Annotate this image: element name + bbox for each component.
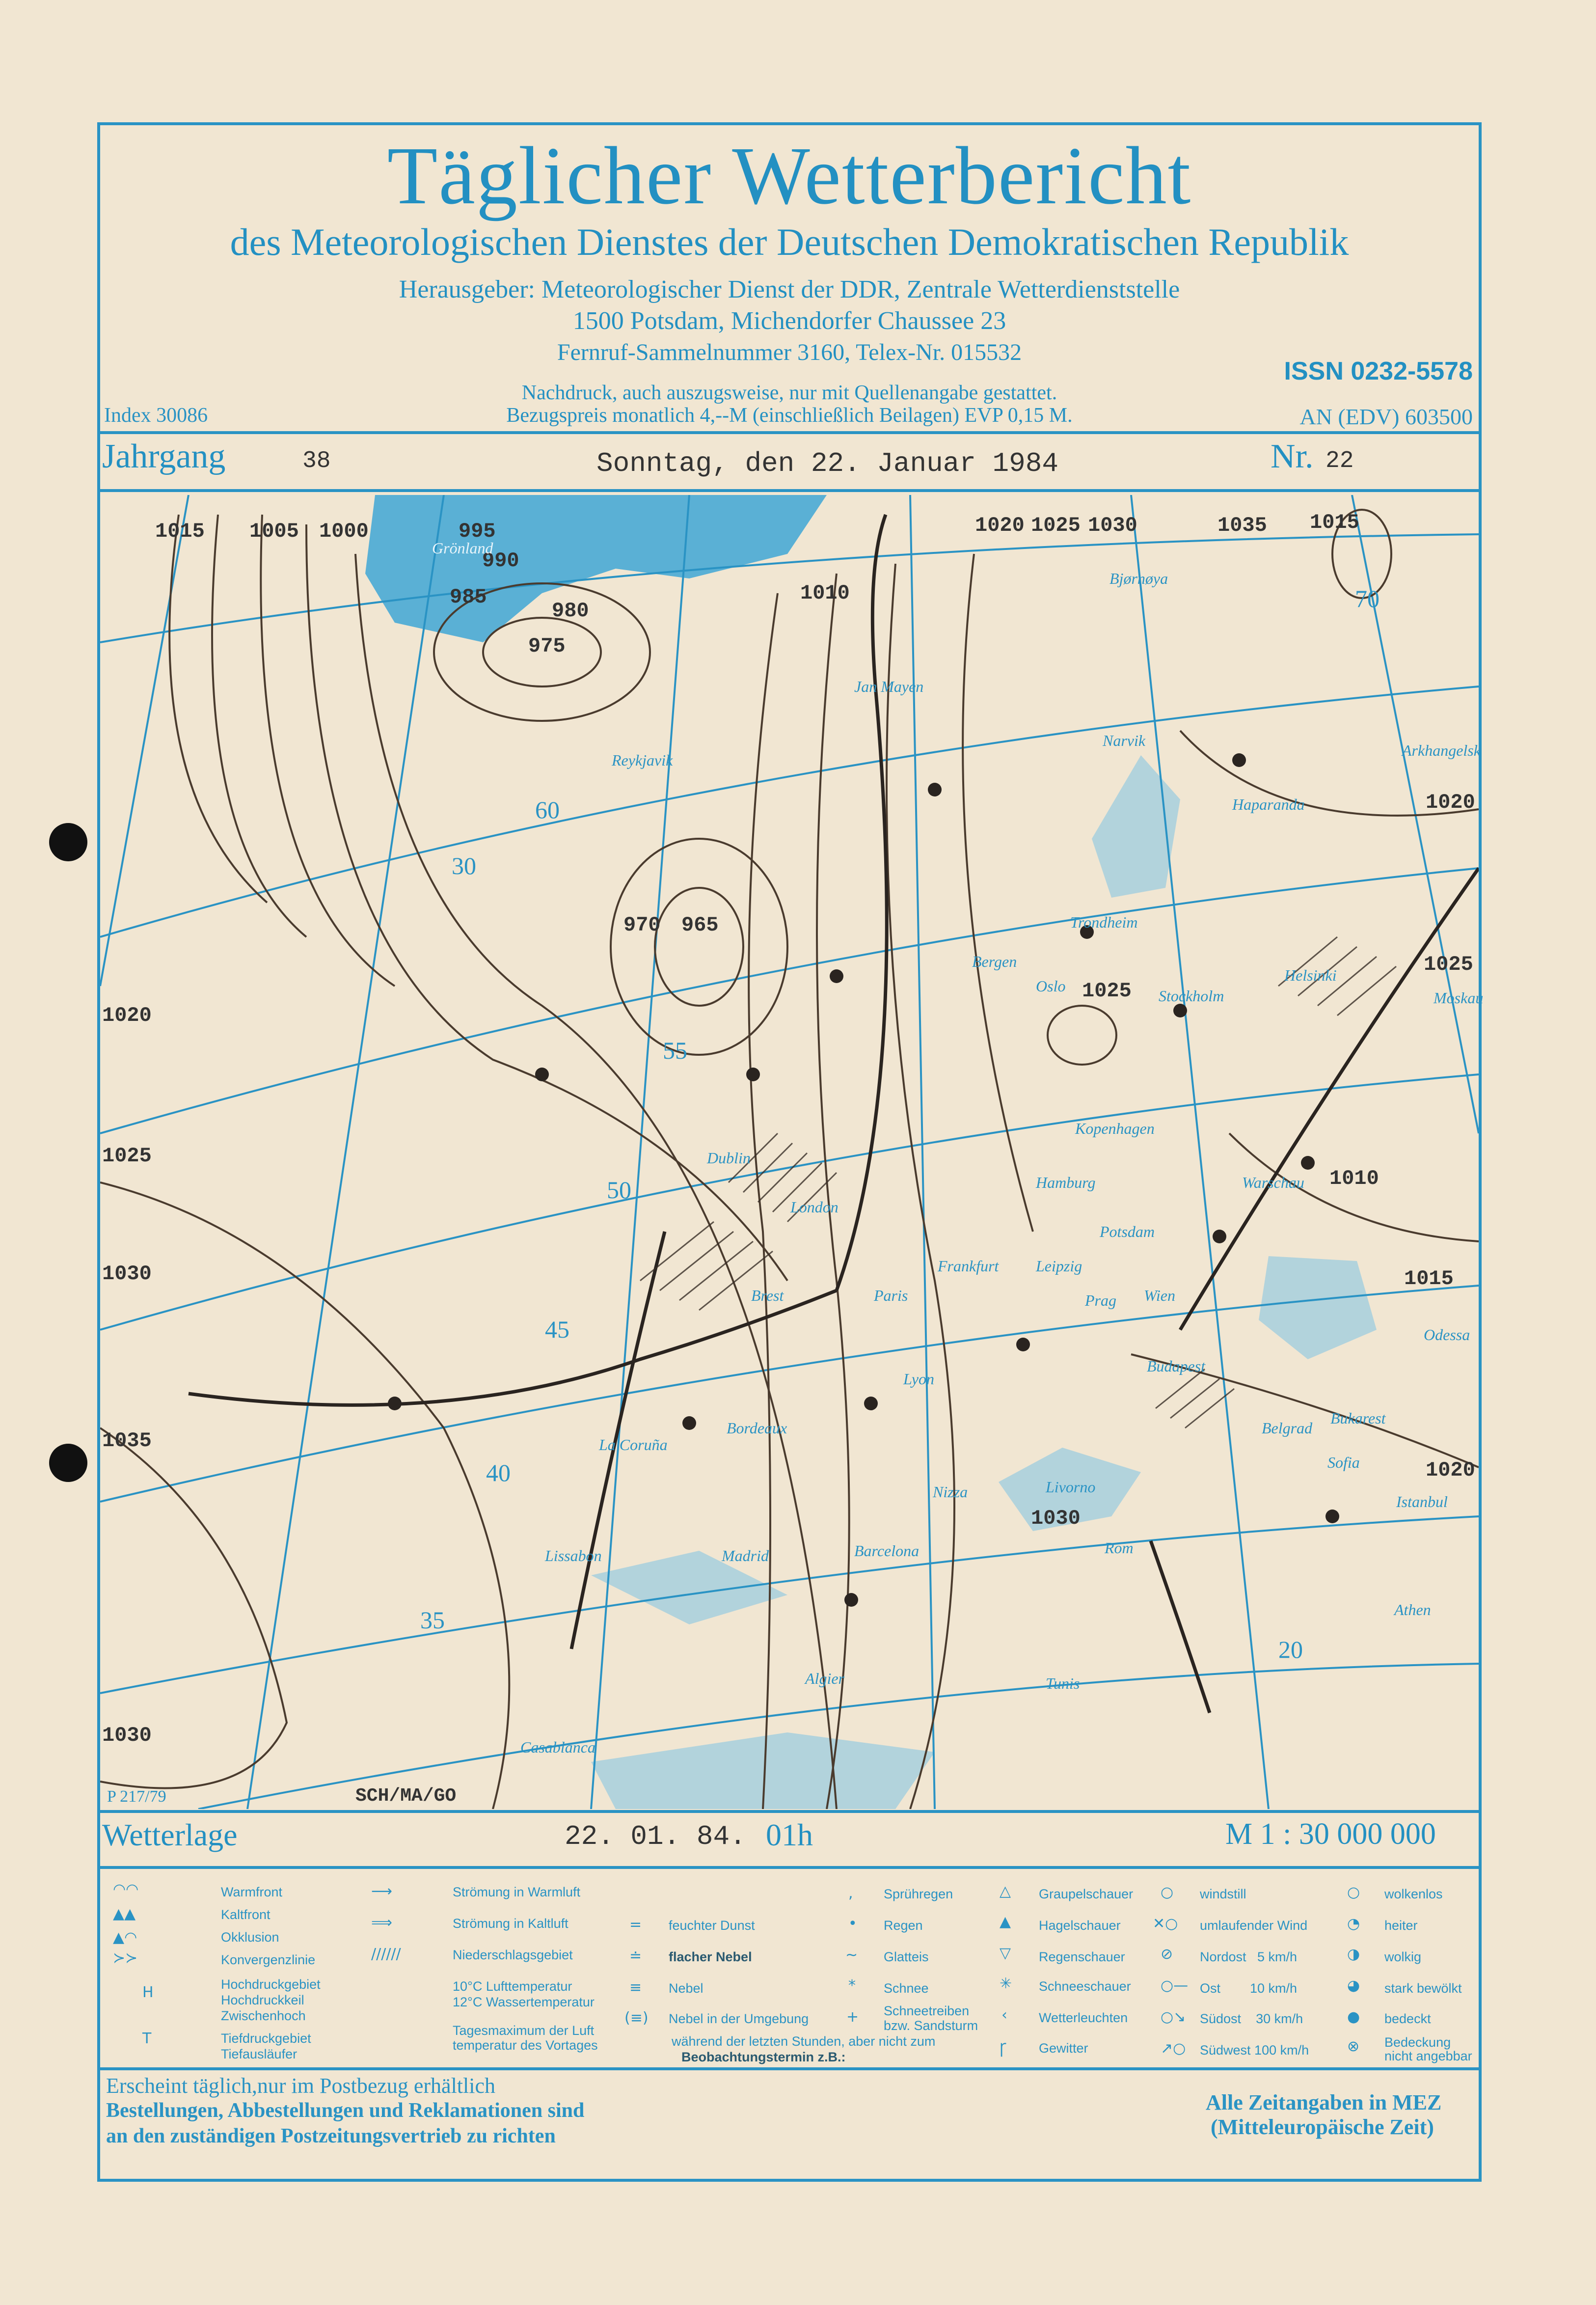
wetterlage-label: Wetterlage: [102, 1817, 238, 1852]
city-label: Arkhangelsk: [1402, 741, 1481, 759]
legend-text: Hochdruckgebiet: [221, 1977, 321, 1992]
city-label: Jan Mayen: [854, 678, 924, 695]
footer-line-3: an den zuständigen Postzeitungsvertrieb zu richten: [106, 2125, 556, 2147]
pressure-label: 1020: [975, 514, 1025, 537]
city-label: Hamburg: [1036, 1174, 1096, 1191]
jahrgang-label: Jahrgang: [102, 438, 226, 475]
pressure-label: 980: [552, 599, 589, 623]
city-label: Brest: [751, 1287, 784, 1304]
pressure-label: 1010: [800, 581, 850, 605]
legend-text: Nordost 5 km/h: [1200, 1949, 1298, 1964]
legend-text: Zwischenhoch: [221, 2008, 306, 2023]
city-label: London: [790, 1198, 839, 1216]
legend-text: feuchter Dunst: [669, 1918, 755, 1933]
legend-text: Nebel: [669, 1981, 703, 1996]
city-label: Nizza: [933, 1483, 968, 1501]
latitude-label: 55: [663, 1037, 687, 1064]
city-label: Barcelona: [854, 1542, 920, 1560]
city-label: Prag: [1085, 1291, 1116, 1309]
bedeckt-icon: ●: [1347, 2008, 1360, 2026]
legend-text: Schneeschauer: [1039, 1979, 1131, 1994]
city-label: Moskau: [1434, 989, 1484, 1007]
legend-text: 12°C Wassertemperatur: [453, 1995, 595, 2009]
legend-text: wolkig: [1384, 1949, 1422, 1964]
legend-text: stark bewölkt: [1384, 1981, 1462, 1996]
warm-flow-icon: ⟶: [371, 1883, 393, 1900]
legend-text: Bedeckung: [1384, 2035, 1451, 2050]
city-label: Madrid: [722, 1547, 769, 1564]
legend-text: Sprühregen: [884, 1887, 953, 1901]
windstill-icon: ○: [1161, 1884, 1174, 1901]
analyst-initials: SCH/MA/GO: [355, 1785, 457, 1807]
legend-text: Niederschlagsgebiet: [453, 1948, 573, 1962]
pressure-label: 1035: [1217, 514, 1267, 537]
city-label: Lissabon: [545, 1547, 602, 1564]
latitude-label: 30: [452, 852, 476, 879]
legend-text: Südost 30 km/h: [1200, 2011, 1303, 2026]
pressure-label: 1035: [102, 1429, 152, 1453]
okklusion-icon: ▲◠: [113, 1929, 137, 1946]
nebel-umgebung-icon: (≡): [624, 2009, 649, 2027]
legend-text: bzw. Sandsturm: [884, 2018, 978, 2033]
issue-date: Sonntag, den 22. Januar 1984: [596, 448, 1058, 479]
legend-text: Konvergenzlinie: [221, 1952, 316, 1967]
warmfront-icon: ◠◠: [113, 1881, 139, 1898]
wetterleuchten-icon: ‹: [1001, 2006, 1007, 2024]
city-label: Grönland: [432, 539, 493, 557]
legend-text: Tagesmaximum der Luft: [453, 2023, 595, 2038]
weather-map: [100, 495, 1479, 1809]
header-rule: [97, 431, 1482, 434]
legend-text: nicht angebbar: [1384, 2049, 1472, 2063]
regenschauer-icon: ▽: [1000, 1945, 1011, 1962]
kaltfront-icon: ▲▲: [113, 1905, 136, 1922]
an-number: AN (EDV) 603500: [1299, 404, 1473, 429]
legend-text: Schnee: [884, 1981, 929, 1996]
pressure-label: 1030: [1031, 1507, 1081, 1530]
wolkenlos-icon: ○: [1347, 1884, 1360, 1901]
city-label: Tunis: [1046, 1674, 1080, 1692]
map-code: P 217/79: [107, 1787, 166, 1806]
legend-text: Regenschauer: [1039, 1949, 1125, 1964]
pressure-label: 1015: [1310, 511, 1359, 534]
legend-text: wolkenlos: [1384, 1887, 1443, 1901]
pressure-label: 975: [528, 634, 566, 658]
city-label: Oslo: [1036, 977, 1066, 995]
report-subtitle: des Meteorologischen Dienstes der Deutschen Demokratischen Republik: [230, 220, 1349, 263]
legend-text: Nebel in der Umgebung: [669, 2011, 809, 2026]
legend-text: Gewitter: [1039, 2041, 1088, 2056]
city-label: Leipzig: [1036, 1257, 1082, 1275]
latitude-label: 20: [1278, 1636, 1303, 1663]
pressure-label: 970: [623, 913, 661, 937]
regen-icon: •: [848, 1915, 857, 1932]
reprint-note: Nachdruck, auch auszugsweise, nur mit Quellenangabe gestattet.: [521, 382, 1057, 404]
legend-text: Strömung in Warmluft: [453, 1885, 581, 1899]
latitude-label: 40: [486, 1459, 511, 1486]
spruehregen-icon: ,: [848, 1885, 853, 1902]
graupel-icon: △: [1000, 1883, 1011, 1900]
city-label: Bergen: [972, 953, 1017, 970]
legend-text: temperatur des Vortages: [453, 2038, 598, 2053]
pressure-label: 1020: [102, 1004, 152, 1027]
index-number: Index 30086: [104, 404, 208, 427]
legend-text: umlaufender Wind: [1200, 1918, 1308, 1933]
city-label: Frankfurt: [938, 1257, 999, 1275]
city-label: Warschau: [1242, 1174, 1304, 1191]
pressure-label: 1005: [249, 520, 299, 543]
city-label: Narvik: [1103, 732, 1146, 749]
legend-text: Hochdruckkeil: [221, 1993, 304, 2007]
legend-text: Warmfront: [221, 1885, 283, 1899]
pressure-label: 1010: [1329, 1167, 1379, 1190]
legend-text: windstill: [1200, 1887, 1246, 1901]
wolkig-icon: ◑: [1347, 1946, 1360, 1963]
cold-flow-icon: ⟹: [371, 1914, 393, 1931]
pressure-label: 965: [681, 913, 719, 937]
footer-rule: [97, 2067, 1482, 2070]
city-label: Odessa: [1424, 1326, 1470, 1344]
pressure-label: 1025: [1424, 953, 1473, 976]
wind-nordost-icon: ⊘: [1161, 1946, 1173, 1963]
precip-area-icon: //////: [371, 1946, 401, 1963]
pressure-label: 995: [459, 520, 496, 543]
footer-line-2: Bestellungen, Abbestellungen und Reklamationen sind: [106, 2099, 585, 2122]
legend-text: flacher Nebel: [669, 1949, 752, 1964]
wetterlage-date: 22. 01. 84.: [565, 1821, 746, 1852]
pressure-label: 1015: [155, 520, 205, 543]
issue-number: 22: [1325, 448, 1354, 474]
legend-text: heiter: [1384, 1918, 1418, 1933]
schneeschauer-icon: ✳: [1000, 1975, 1012, 1992]
pressure-label: 1030: [102, 1262, 152, 1286]
legend-text: Tiefausläufer: [221, 2047, 298, 2061]
latitude-label: 50: [607, 1176, 631, 1204]
wind-ost-icon: ○—: [1161, 1977, 1189, 1994]
bedeckung-unbekannt-icon: ⊗: [1347, 2038, 1360, 2055]
footer-time-note-2: (Mitteleuropäische Zeit): [1211, 2115, 1434, 2139]
binder-hole-bottom: [49, 1444, 87, 1482]
legend-text: Okklusion: [221, 1930, 279, 1945]
city-label: Athen: [1394, 1601, 1431, 1619]
wind-suedwest-icon: ↗○: [1161, 2040, 1186, 2057]
legend-text: Graupelschauer: [1039, 1887, 1134, 1901]
city-label: Sofia: [1327, 1454, 1360, 1471]
nr-label: Nr.: [1271, 438, 1314, 475]
price-note: Bezugspreis monatlich 4,--M (einschließlich Beilagen) EVP 0,15 M.: [506, 404, 1073, 427]
city-label: Wien: [1144, 1287, 1175, 1304]
city-label: Lyon: [903, 1370, 935, 1388]
city-label: Algier: [805, 1670, 844, 1687]
binder-hole-top: [49, 823, 87, 861]
city-label: Bordeaux: [727, 1419, 787, 1437]
gewitter-icon: Ꞅ: [1000, 2040, 1007, 2058]
hoch-icon: H: [142, 1984, 154, 2001]
pressure-label: 1030: [1088, 514, 1137, 537]
city-label: Stockholm: [1159, 987, 1224, 1005]
pressure-label: 1025: [1031, 514, 1081, 537]
legend-text: Beobachtungstermin z.B.:: [681, 2050, 846, 2064]
legend-text: Ost 10 km/h: [1200, 1981, 1298, 1996]
legend-text: Kaltfront: [221, 1907, 271, 1922]
date-rule: [97, 489, 1482, 492]
hagel-icon: ▲: [1000, 1913, 1011, 1930]
legend-text: Schneetreiben: [884, 2003, 970, 2018]
city-label: Istanbul: [1396, 1493, 1448, 1510]
city-label: Bjørnøya: [1109, 570, 1168, 587]
stark-bewoelkt-icon: ◕: [1347, 1977, 1360, 1994]
map-scale: M 1 : 30 000 000: [1225, 1817, 1436, 1851]
city-label: Rom: [1105, 1539, 1134, 1557]
pressure-label: 1000: [319, 520, 369, 543]
city-label: Reykjavik: [612, 751, 673, 769]
pressure-label: 985: [450, 585, 487, 609]
city-label: Livorno: [1046, 1478, 1096, 1496]
issn: ISSN 0232-5578: [1284, 357, 1473, 385]
legend-text: Südwest 100 km/h: [1200, 2043, 1309, 2058]
city-label: Potsdam: [1100, 1223, 1155, 1240]
pressure-label: 1025: [1082, 979, 1132, 1003]
nebel-icon: ≡: [629, 1979, 642, 1996]
konvergenz-icon: ≻≻: [113, 1949, 138, 1967]
pressure-label: 990: [482, 549, 519, 573]
flacher-nebel-icon: ≐: [629, 1948, 642, 1965]
city-label: Paris: [874, 1287, 908, 1304]
pressure-label: 1020: [1426, 791, 1475, 814]
legend-top-rule: [97, 1866, 1482, 1869]
dunst-icon: =: [629, 1916, 642, 1933]
legend-text: Hagelschauer: [1039, 1918, 1121, 1933]
footer-time-note: Alle Zeitangaben in MEZ: [1206, 2090, 1442, 2114]
latitude-label: 45: [545, 1316, 569, 1343]
publisher-line: Herausgeber: Meteorologischer Dienst der DDR, Zentrale Wetterdienststelle: [399, 275, 1180, 303]
city-label: Helsinki: [1284, 966, 1337, 984]
phone-line: Fernruf-Sammelnummer 3160, Telex-Nr. 015532: [557, 339, 1022, 365]
latitude-label: 70: [1355, 585, 1380, 612]
wetterlage-time: 01h: [766, 1817, 813, 1852]
legend-text: Wetterleuchten: [1039, 2010, 1128, 2025]
umlaufender-wind-icon: ✕○: [1153, 1915, 1178, 1932]
pressure-label: 1030: [102, 1724, 152, 1747]
pressure-label: 1015: [1404, 1267, 1454, 1290]
legend-text: während der letzten Stunden, aber nicht zum: [672, 2034, 936, 2049]
city-label: Casablanca: [520, 1738, 595, 1756]
city-label: Trondheim: [1070, 913, 1138, 931]
city-label: Dublin: [707, 1149, 751, 1167]
map-bottom-rule: [97, 1810, 1482, 1813]
legend-text: Tiefdruckgebiet: [221, 2031, 311, 2046]
address-line: 1500 Potsdam, Michendorfer Chaussee 23: [572, 307, 1006, 335]
latitude-label: 60: [535, 796, 560, 823]
city-label: Kopenhagen: [1075, 1120, 1155, 1137]
latitude-label: 35: [420, 1606, 445, 1634]
schnee-icon: *: [848, 1977, 856, 1994]
city-label: Bukarest: [1330, 1409, 1386, 1427]
legend-text: Regen: [884, 1918, 923, 1933]
city-label: La Coruña: [599, 1436, 668, 1454]
legend-text: bedeckt: [1384, 2011, 1431, 2026]
pressure-label: 1025: [102, 1144, 152, 1168]
footer-line-1: Erscheint täglich,nur im Postbezug erhältlich: [106, 2074, 496, 2098]
legend-text: 10°C Lufttemperatur: [453, 1979, 572, 1994]
legend-text: Strömung in Kaltluft: [453, 1916, 568, 1931]
city-label: Haparanda: [1232, 796, 1305, 813]
legend-text: Glatteis: [884, 1949, 929, 1964]
pressure-label: 1020: [1426, 1458, 1475, 1482]
schneetreiben-icon: +: [846, 2008, 859, 2026]
glatteis-icon: ~: [845, 1947, 858, 1964]
city-label: Budapest: [1147, 1357, 1206, 1375]
jahrgang-number: 38: [302, 448, 331, 474]
city-label: Belgrad: [1262, 1419, 1313, 1437]
heiter-icon: ◔: [1347, 1915, 1360, 1932]
wind-suedost-icon: ○↘: [1161, 2008, 1186, 2026]
tief-icon: T: [142, 2030, 152, 2047]
report-title: Täglicher Wetterbericht: [387, 130, 1192, 221]
